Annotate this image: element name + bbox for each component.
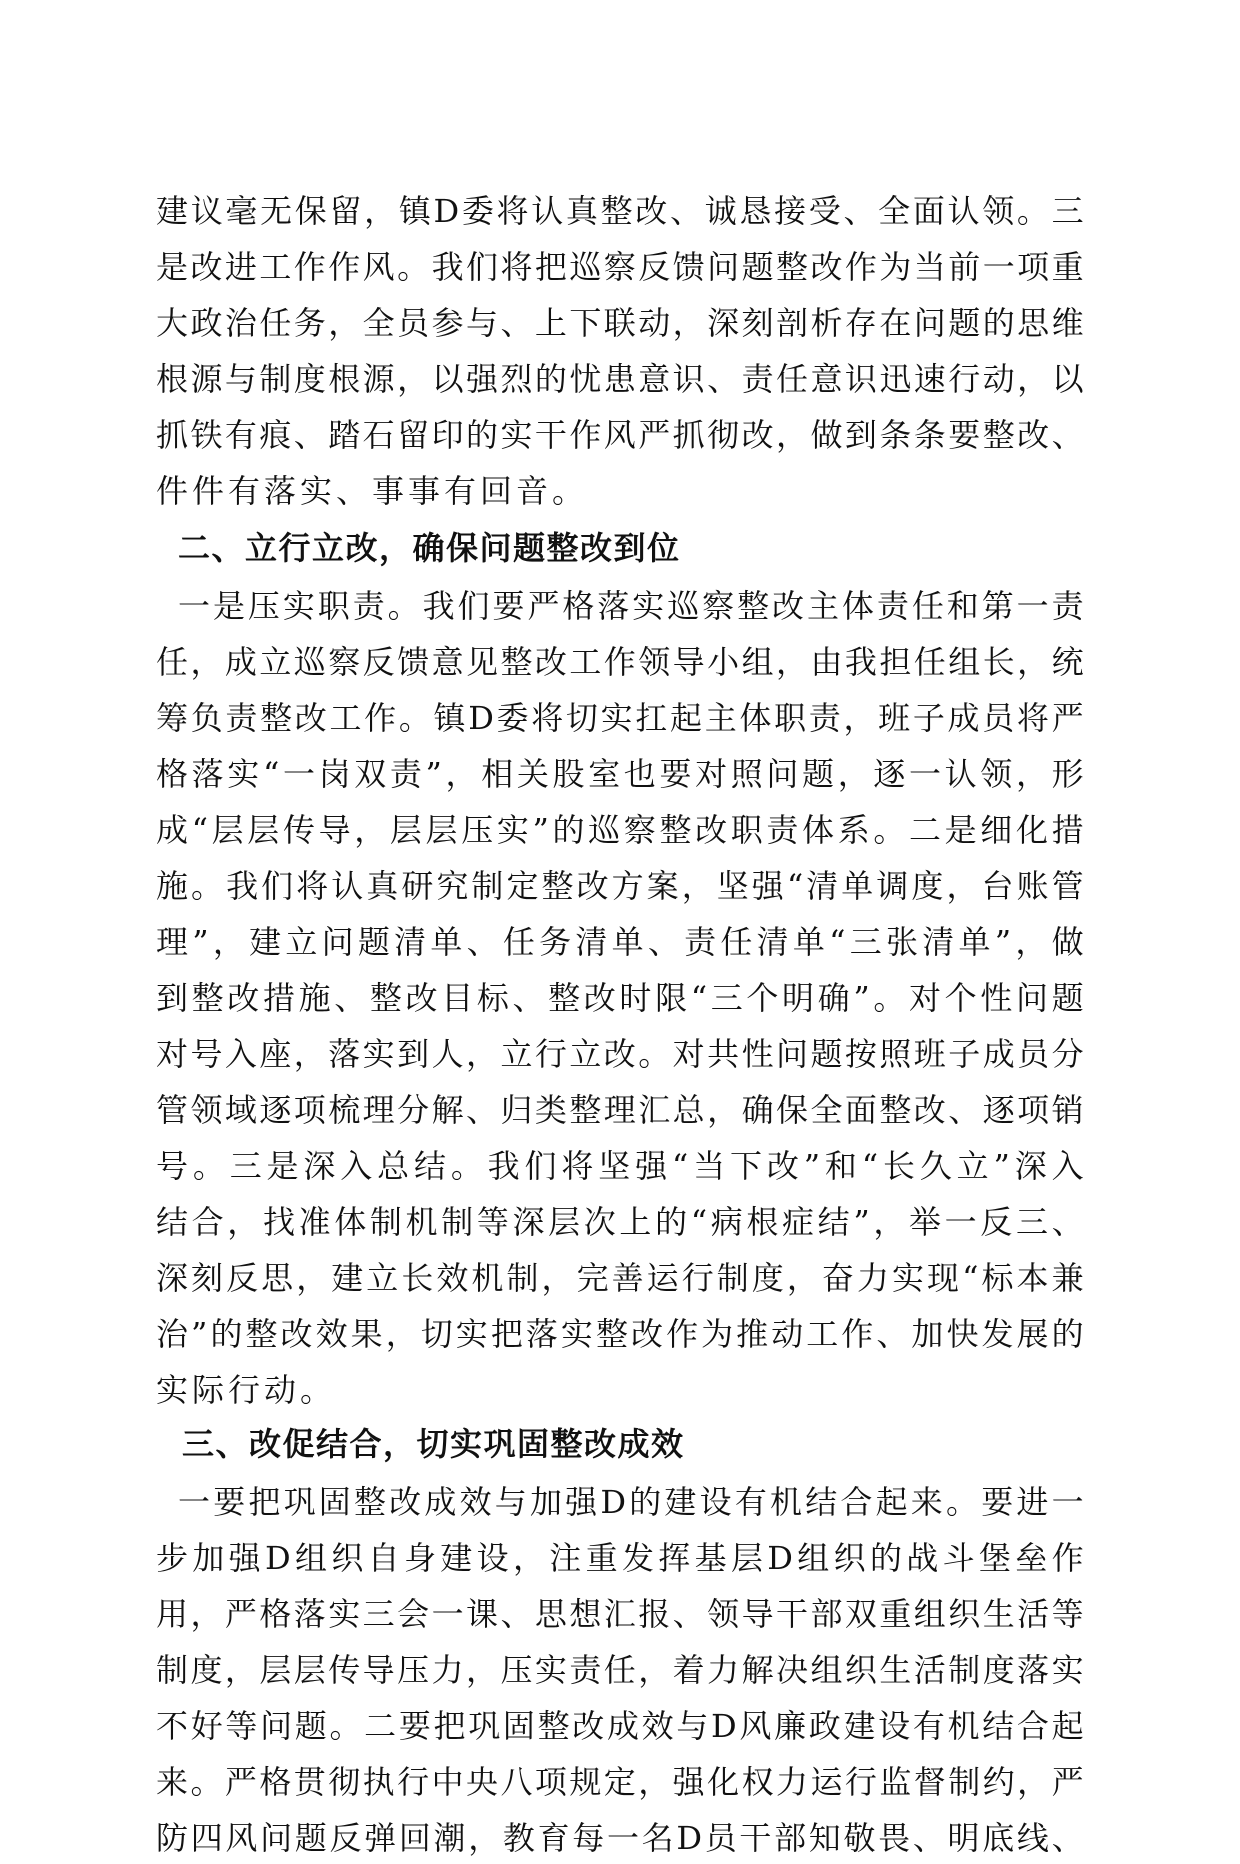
para1-line-1: 建议毫无保留，镇D委将认真整改、诚恳接受、全面认领。三 [156, 192, 1086, 230]
para2-line-12: 结合，找准体制机制等深层次上的“病根症结”，举一反三、 [156, 1203, 1086, 1241]
para1-line-6: 件件有落实、事事有回音。 [156, 472, 589, 510]
para2-line-6: 施。我们将认真研究制定整改方案，坚强“清单调度，台账管 [156, 867, 1086, 905]
para3-line-6: 来。严格贯彻执行中央八项规定，强化权力运行监督制约，严 [156, 1763, 1086, 1801]
section-heading-3: 三、改促结合，切实巩固整改成效 [182, 1425, 685, 1463]
para2-line-13: 深刻反思，建立长效机制，完善运行制度，奋力实现“标本兼 [156, 1259, 1086, 1297]
section-heading-2: 二、立行立改，确保问题整改到位 [178, 529, 681, 567]
para2-line-2: 任，成立巡察反馈意见整改工作领导小组，由我担任组长，统 [156, 643, 1086, 681]
para3-line-1: 一要把巩固整改成效与加强D的建设有机结合起来。要进一 [178, 1483, 1086, 1521]
para3-line-2: 步加强D组织自身建设，注重发挥基层D组织的战斗堡垒作 [156, 1539, 1086, 1577]
para1-line-5: 抓铁有痕、踏石留印的实干作风严抓彻改，做到条条要整改、 [156, 416, 1086, 454]
para1-line-4: 根源与制度根源，以强烈的忧患意识、责任意识迅速行动，以 [156, 360, 1086, 398]
para1-line-3: 大政治任务，全员参与、上下联动，深刻剖析存在问题的思维 [156, 304, 1086, 342]
para2-line-9: 对号入座，落实到人，立行立改。对共性问题按照班子成员分 [156, 1035, 1086, 1073]
para1-line-2: 是改进工作作风。我们将把巡察反馈问题整改作为当前一项重 [156, 248, 1086, 286]
para2-line-10: 管领域逐项梳理分解、归类整理汇总，确保全面整改、逐项销 [156, 1091, 1086, 1129]
para2-line-3: 筹负责整改工作。镇D委将切实扛起主体职责，班子成员将严 [156, 699, 1086, 737]
para3-line-5: 不好等问题。二要把巩固整改成效与D风廉政建设有机结合起 [156, 1707, 1086, 1745]
para3-line-7: 防四风问题反弹回潮，教育每一名D员干部知敬畏、明底线、 [156, 1819, 1086, 1857]
para2-line-15: 实际行动。 [156, 1371, 337, 1409]
para2-line-1: 一是压实职责。我们要严格落实巡察整改主体责任和第一责 [178, 587, 1086, 625]
para3-line-4: 制度，层层传导压力，压实责任，着力解决组织生活制度落实 [156, 1651, 1086, 1689]
para2-line-14: 治”的整改效果，切实把落实整改作为推动工作、加快发展的 [156, 1315, 1086, 1353]
para2-line-4: 格落实“一岗双责”，相关股室也要对照问题，逐一认领，形 [156, 755, 1086, 793]
para3-line-3: 用，严格落实三会一课、思想汇报、领导干部双重组织生活等 [156, 1595, 1086, 1633]
para2-line-11: 号。三是深入总结。我们将坚强“当下改”和“长久立”深入 [156, 1147, 1086, 1185]
para2-line-5: 成“层层传导，层层压实”的巡察整改职责体系。二是细化措 [156, 811, 1086, 849]
para2-line-7: 理”，建立问题清单、任务清单、责任清单“三张清单”，做 [156, 923, 1086, 961]
para2-line-8: 到整改措施、整改目标、整改时限“三个明确”。对个性问题 [156, 979, 1086, 1017]
